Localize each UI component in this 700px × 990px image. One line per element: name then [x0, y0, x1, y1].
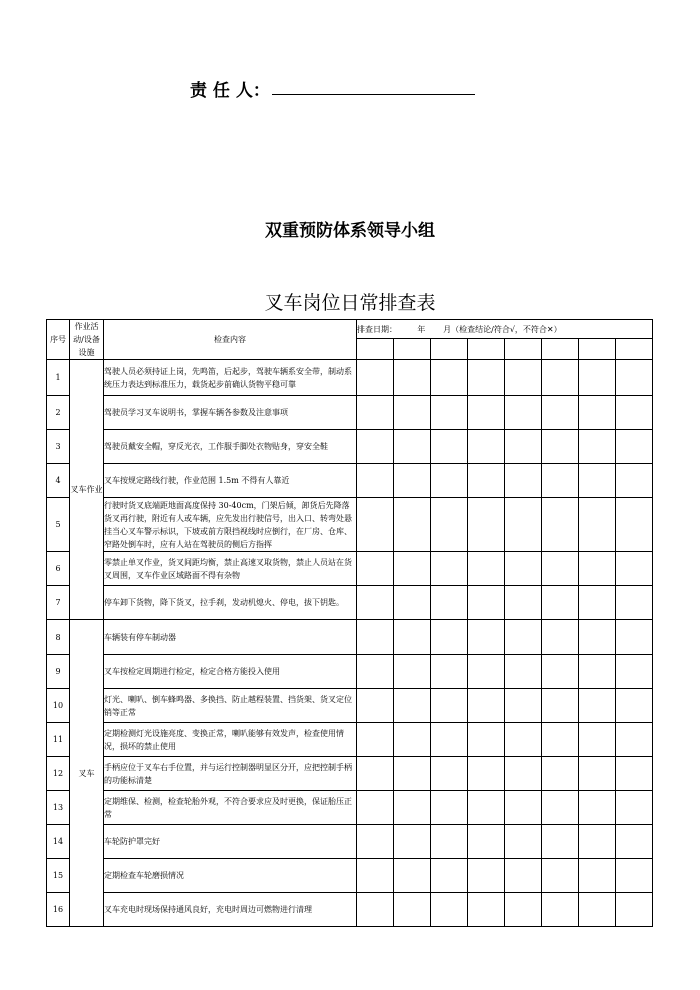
table-row [47, 396, 653, 430]
check-item-content: 驾驶人员必须持证上岗，先鸣笛，后起步，驾驶车辆系安全带，制动系统压力表达到标准压力，载货起步前确认货物平稳可靠 [104, 360, 357, 396]
inspection-result-cell[interactable] [505, 396, 542, 430]
inspection-result-cell[interactable] [357, 825, 394, 859]
date-column-cell[interactable] [468, 339, 505, 360]
table-row [47, 620, 653, 655]
inspection-result-cell[interactable] [579, 396, 616, 430]
inspection-result-cell[interactable] [468, 620, 505, 655]
inspection-result-cell[interactable] [542, 723, 579, 757]
inspection-result-cell[interactable] [542, 791, 579, 825]
table-row [47, 464, 653, 498]
inspection-result-cell[interactable] [468, 464, 505, 498]
inspection-result-cell[interactable] [431, 757, 468, 791]
table-title: 叉车岗位日常排查表 [264, 292, 436, 314]
inspection-result-cell[interactable] [542, 360, 579, 396]
inspection-result-cell[interactable] [542, 430, 579, 464]
inspection-result-cell[interactable] [468, 723, 505, 757]
check-item-content: 车轮防护罩完好 [104, 825, 357, 859]
inspection-result-cell[interactable] [505, 757, 542, 791]
inspection-result-cell[interactable] [505, 723, 542, 757]
inspection-result-cell[interactable] [394, 825, 431, 859]
row-number: 16 [47, 893, 70, 927]
row-number: 2 [47, 396, 70, 430]
table-row [47, 757, 653, 791]
table-row [47, 723, 653, 757]
inspection-result-cell[interactable] [357, 859, 394, 893]
inspection-result-cell[interactable] [431, 825, 468, 859]
inspection-result-cell[interactable] [579, 791, 616, 825]
row-number: 8 [47, 620, 70, 655]
date-column-cell[interactable] [616, 339, 653, 360]
table-row [47, 552, 653, 586]
row-number: 11 [47, 723, 70, 757]
date-column-cell[interactable] [431, 339, 468, 360]
inspection-result-cell[interactable] [468, 396, 505, 430]
inspection-result-cell[interactable] [357, 791, 394, 825]
inspection-result-cell[interactable] [394, 464, 431, 498]
inspection-result-cell[interactable] [394, 586, 431, 620]
check-item-content: 驾驶员学习叉车说明书，掌握车辆各参数及注意事项 [104, 396, 357, 430]
inspection-result-cell[interactable] [468, 586, 505, 620]
inspection-result-cell[interactable] [468, 498, 505, 552]
inspection-result-cell[interactable] [542, 893, 579, 927]
inspection-result-cell[interactable] [505, 791, 542, 825]
inspection-result-cell[interactable] [542, 757, 579, 791]
header-activity: 作业活动/设备设施 [70, 320, 104, 360]
inspection-result-cell[interactable] [505, 859, 542, 893]
inspection-result-cell[interactable] [431, 552, 468, 586]
table-row [47, 498, 653, 552]
inspection-result-cell[interactable] [505, 655, 542, 689]
inspection-result-cell[interactable] [431, 464, 468, 498]
inspection-result-cell[interactable] [542, 396, 579, 430]
inspection-result-cell[interactable] [357, 655, 394, 689]
table-row [47, 825, 653, 859]
row-number: 12 [47, 757, 70, 791]
header-inspection-date: 排查日期： 年 月（检查结论/符合√，不符合✕） [357, 320, 653, 339]
inspection-result-cell[interactable] [431, 689, 468, 723]
inspection-result-cell[interactable] [468, 791, 505, 825]
inspection-result-cell[interactable] [357, 586, 394, 620]
date-column-cell[interactable] [394, 339, 431, 360]
inspection-result-cell[interactable] [357, 689, 394, 723]
inspection-result-cell[interactable] [579, 655, 616, 689]
inspection-result-cell[interactable] [505, 689, 542, 723]
date-column-cell[interactable] [505, 339, 542, 360]
inspection-result-cell[interactable] [357, 396, 394, 430]
inspection-result-cell[interactable] [505, 586, 542, 620]
inspection-result-cell[interactable] [616, 655, 653, 689]
check-item-content: 驾驶员戴安全帽，穿反光衣，工作服手脚处衣物贴身，穿安全鞋 [104, 430, 357, 464]
table-row [47, 655, 653, 689]
inspection-result-cell[interactable] [468, 655, 505, 689]
check-item-content: 手柄应位于叉车右手位置，并与运行控制器明显区分开，应把控制手柄的功能标清楚 [104, 757, 357, 791]
inspection-result-cell[interactable] [394, 723, 431, 757]
inspection-result-cell[interactable] [394, 689, 431, 723]
row-number: 3 [47, 430, 70, 464]
inspection-result-cell[interactable] [616, 498, 653, 552]
inspection-result-cell[interactable] [616, 723, 653, 757]
row-number: 15 [47, 859, 70, 893]
inspection-result-cell[interactable] [394, 757, 431, 791]
row-number: 5 [47, 498, 70, 552]
check-item-content: 定期检查车轮磨损情况 [104, 859, 357, 893]
inspection-result-cell[interactable] [394, 893, 431, 927]
inspection-result-cell[interactable] [579, 620, 616, 655]
check-item-content: 叉车充电时现场保持通风良好，充电时周边可燃物进行清理 [104, 893, 357, 927]
inspection-result-cell[interactable] [579, 859, 616, 893]
activity-group-label: 叉车 [70, 620, 104, 927]
inspection-result-cell[interactable] [431, 430, 468, 464]
row-number: 9 [47, 655, 70, 689]
inspection-result-cell[interactable] [616, 791, 653, 825]
inspection-result-cell[interactable] [505, 825, 542, 859]
table-row [47, 791, 653, 825]
inspection-result-cell[interactable] [542, 689, 579, 723]
inspection-result-cell[interactable] [579, 430, 616, 464]
check-item-content: 叉车按规定路线行驶，作业范围 1.5m 不得有人靠近 [104, 464, 357, 498]
check-item-content: 车辆装有停车制动器 [104, 620, 357, 655]
inspection-result-cell[interactable] [579, 757, 616, 791]
inspection-result-cell[interactable] [431, 396, 468, 430]
inspection-result-cell[interactable] [468, 859, 505, 893]
inspection-result-cell[interactable] [394, 655, 431, 689]
inspection-result-cell[interactable] [616, 859, 653, 893]
table-row [47, 859, 653, 893]
inspection-result-cell[interactable] [505, 893, 542, 927]
row-number: 4 [47, 464, 70, 498]
responsible-person-label: 责 任 人： [190, 81, 270, 101]
inspection-result-cell[interactable] [616, 396, 653, 430]
inspection-result-cell[interactable] [542, 464, 579, 498]
inspection-result-cell[interactable] [505, 360, 542, 396]
inspection-result-cell[interactable] [357, 620, 394, 655]
inspection-result-cell[interactable] [394, 430, 431, 464]
inspection-result-cell[interactable] [616, 360, 653, 396]
inspection-result-cell[interactable] [394, 498, 431, 552]
inspection-result-cell[interactable] [616, 430, 653, 464]
inspection-result-cell[interactable] [616, 757, 653, 791]
inspection-result-cell[interactable] [357, 360, 394, 396]
inspection-result-cell[interactable] [431, 620, 468, 655]
inspection-result-cell[interactable] [357, 757, 394, 791]
inspection-result-cell[interactable] [357, 430, 394, 464]
inspection-result-cell[interactable] [616, 552, 653, 586]
inspection-result-cell[interactable] [616, 825, 653, 859]
inspection-result-cell[interactable] [431, 859, 468, 893]
check-item-content: 定期检测灯光设施亮度、变换正常，喇叭能够有效发声，检查使用情况，损坏的禁止使用 [104, 723, 357, 757]
inspection-result-cell[interactable] [579, 689, 616, 723]
table-row [47, 586, 653, 620]
inspection-result-cell[interactable] [542, 859, 579, 893]
inspection-result-cell[interactable] [542, 498, 579, 552]
inspection-result-cell[interactable] [616, 464, 653, 498]
inspection-result-cell[interactable] [505, 620, 542, 655]
inspection-result-cell[interactable] [431, 791, 468, 825]
inspection-result-cell[interactable] [542, 586, 579, 620]
table-row [47, 430, 653, 464]
inspection-result-cell[interactable] [468, 825, 505, 859]
responsible-person-signature-line[interactable] [272, 94, 475, 95]
row-number: 6 [47, 552, 70, 586]
check-item-content: 叉车按检定周期进行检定，检定合格方能投入使用 [104, 655, 357, 689]
organization-name: 双重预防体系领导小组 [265, 221, 435, 241]
inspection-result-cell[interactable] [505, 498, 542, 552]
check-item-content: 定期维保、检测，检查轮胎外观，不符合要求应及时更换，保证胎压正常 [104, 791, 357, 825]
inspection-result-cell[interactable] [357, 498, 394, 552]
inspection-result-cell[interactable] [468, 430, 505, 464]
inspection-result-cell[interactable] [505, 552, 542, 586]
inspection-result-cell[interactable] [431, 360, 468, 396]
date-column-cell[interactable] [579, 339, 616, 360]
inspection-result-cell[interactable] [468, 757, 505, 791]
inspection-result-cell[interactable] [616, 620, 653, 655]
inspection-result-cell[interactable] [468, 360, 505, 396]
inspection-result-cell[interactable] [579, 723, 616, 757]
inspection-result-cell[interactable] [505, 430, 542, 464]
inspection-result-cell[interactable] [357, 893, 394, 927]
inspection-result-cell[interactable] [357, 552, 394, 586]
inspection-result-cell[interactable] [579, 893, 616, 927]
inspection-result-cell[interactable] [542, 552, 579, 586]
table-row [47, 893, 653, 927]
inspection-result-cell[interactable] [394, 791, 431, 825]
row-number: 14 [47, 825, 70, 859]
table-header-row [47, 320, 653, 339]
inspection-result-cell[interactable] [579, 498, 616, 552]
inspection-result-cell[interactable] [579, 586, 616, 620]
table-row [47, 360, 653, 396]
inspection-result-cell[interactable] [579, 825, 616, 859]
row-number: 10 [47, 689, 70, 723]
check-item-content: 零禁止单叉作业，货叉间距均衡，禁止高速叉取货物，禁止人员站在货叉周围，叉车作业区域路面不得有杂物 [104, 552, 357, 586]
inspection-result-cell[interactable] [357, 464, 394, 498]
date-column-cell[interactable] [357, 339, 394, 360]
check-item-content: 灯光、喇叭、倒车蜂鸣器、多换挡、防止越程装置、挡货架、货叉定位销等正常 [104, 689, 357, 723]
inspection-result-cell[interactable] [357, 723, 394, 757]
inspection-result-cell[interactable] [431, 723, 468, 757]
header-check-content: 检查内容 [104, 320, 357, 360]
inspection-result-cell[interactable] [394, 396, 431, 430]
row-number: 1 [47, 360, 70, 396]
check-item-content: 行驶时货叉底端距地面高度保持 30-40cm，门架后倾，卸货后先降落货叉再行驶，附近有人或车辆，应先发出行驶信号，出入口、转弯处悬挂当心叉车警示标识，下坡或前方限挡视线时应倒行，在厂房、仓库、窄路处倒车时，应有人站在驾驶员的侧后方指挥 [104, 498, 357, 552]
date-column-cell[interactable] [542, 339, 579, 360]
activity-group-label: 叉车作业 [70, 360, 104, 620]
inspection-result-cell[interactable] [468, 552, 505, 586]
inspection-result-cell[interactable] [394, 859, 431, 893]
inspection-result-cell[interactable] [431, 586, 468, 620]
inspection-table [46, 319, 653, 927]
inspection-result-cell[interactable] [616, 893, 653, 927]
inspection-result-cell[interactable] [394, 360, 431, 396]
inspection-result-cell[interactable] [542, 620, 579, 655]
inspection-result-cell[interactable] [431, 498, 468, 552]
row-number: 7 [47, 586, 70, 620]
inspection-result-cell[interactable] [579, 360, 616, 396]
table-row [47, 689, 653, 723]
inspection-result-cell[interactable] [394, 620, 431, 655]
inspection-result-cell[interactable] [468, 893, 505, 927]
header-serial-number: 序号 [47, 320, 70, 360]
inspection-result-cell[interactable] [505, 464, 542, 498]
row-number: 13 [47, 791, 70, 825]
inspection-result-cell[interactable] [468, 689, 505, 723]
inspection-result-cell[interactable] [431, 893, 468, 927]
inspection-result-cell[interactable] [542, 825, 579, 859]
inspection-result-cell[interactable] [394, 552, 431, 586]
inspection-result-cell[interactable] [542, 655, 579, 689]
inspection-result-cell[interactable] [579, 552, 616, 586]
inspection-result-cell[interactable] [616, 586, 653, 620]
check-item-content: 停车卸下货物，降下货叉，拉手刹，发动机熄火、停电，拔下钥匙。 [104, 586, 357, 620]
inspection-result-cell[interactable] [616, 689, 653, 723]
inspection-result-cell[interactable] [431, 655, 468, 689]
inspection-result-cell[interactable] [579, 464, 616, 498]
